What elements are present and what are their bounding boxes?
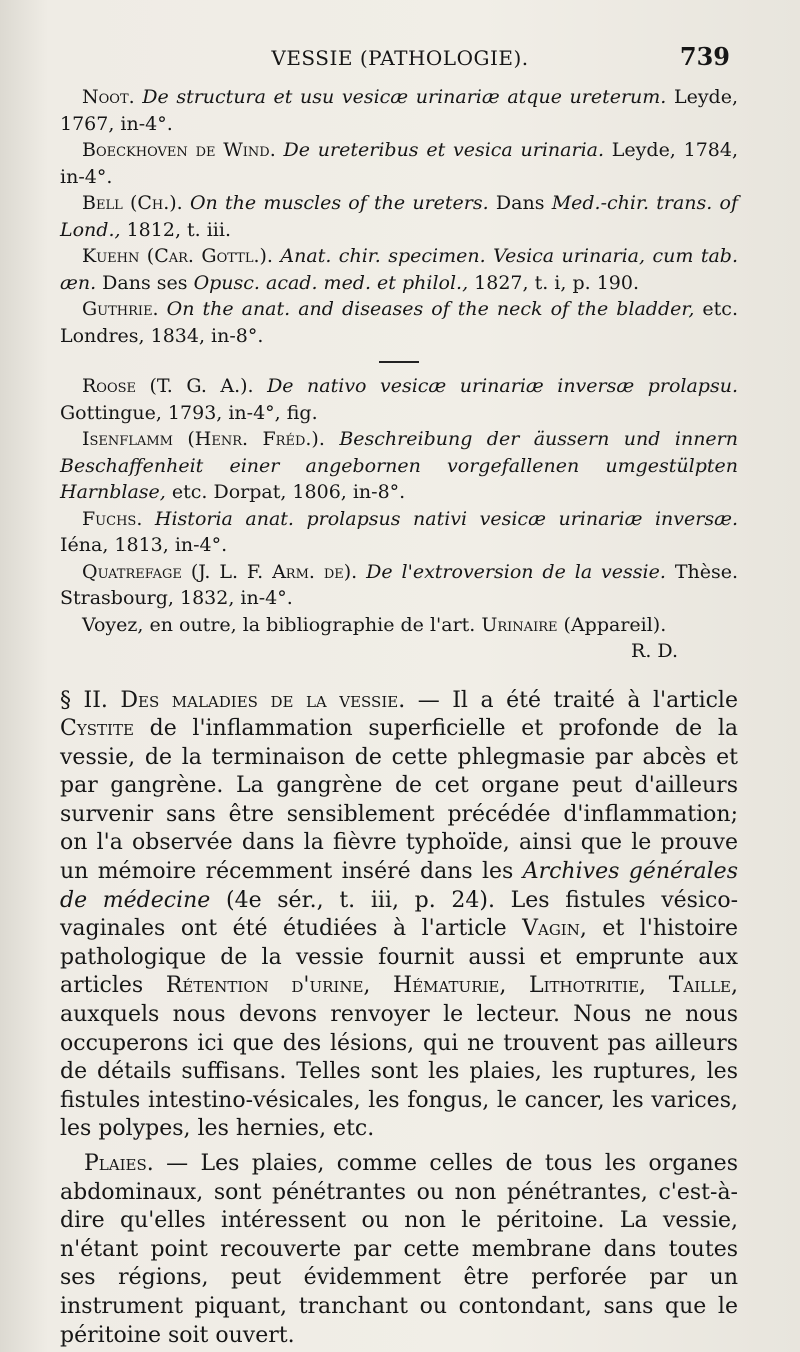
section-heading: Des maladies de la vessie.	[120, 687, 406, 713]
page-content	[60, 84, 738, 1350]
page-number: 739	[679, 42, 730, 71]
bib-entry: Isenflamm (Henr. Fréd.). Beschreibung der äussern und innern Beschaffenheit einer angebornen vorgefallenen umgestülpten Harnblase, etc. Dorpat, 1806, in-8°.	[60, 428, 738, 503]
bib-entry: Fuchs. Historia anat. prolapsus nativi vesicæ urinariæ inversæ. Iéna, 1813, in-4°.	[60, 507, 738, 556]
bib-entry: Guthrie. On the anat. and diseases of the neck of the bladder, etc. Londres, 1834, in-8°.	[60, 298, 738, 347]
bibliography	[60, 84, 738, 665]
section-rule	[379, 361, 419, 363]
bib-entry: Kuehn (Car. Gottl.). Anat. chir. specimen. Vesica urinaria, cum tab. æn. Dans ses Opusc. acad. med. et philol., 1827, t. i, p. 190.	[60, 245, 738, 294]
bib-entry: Noot. De structura et usu vesicæ urinariæ atque ureterum. Leyde, 1767, in-4°.	[60, 86, 738, 135]
running-title: VESSIE (PATHOLOGIE).	[271, 46, 529, 70]
section-paragraph: § II. Des maladies de la vessie. — Il a été traité à l'article Cystite de l'inflammation superficielle et profonde de la vessie, de la terminaison de cette phlegmasie par abcès et par gangrène. La gangrène de cet organe peut d'ailleurs survenir sans être sensiblement précédée d'inflammation; on l'a observée dans la fièvre typhoïde, ainsi que le prouve un mémoire récemment inséré dans les Archives générales de médecine (4e sér., t. iii, p. 24). Les fistules vésico-vaginales ont été étudiées à l'article Vagin, et l'histoire pathologique de la vessie fournit aussi et emprunte aux articles Rétention d'urine, Hématurie, Lithotritie, Taille, auxquels nous devons renvoyer le lecteur. Nous ne nous occuperons ici que des lésions, qui ne trouvent pas ailleurs de détails suffisans. Telles sont les plaies, les ruptures, les fistules intestino-vésicales, les fongus, le cancer, les varices, les polypes, les hernies, etc.	[60, 687, 739, 1142]
main-text	[60, 687, 738, 1351]
page-header	[0, 40, 800, 80]
author-signature: R. D.	[631, 640, 678, 662]
see-also: Voyez, en outre, la bibliographie de l'art. Urinaire (Appareil).	[82, 613, 667, 636]
bib-entry: Quatrefage (J. L. F. Arm. de). De l'extroversion de la vessie. Thèse. Strasbourg, 1832, in-4°.	[60, 560, 739, 609]
plaies-paragraph: Plaies. — Les plaies, comme celles de tous les organes abdominaux, sont pénétrantes ou non pénétrantes, c'est-à-dire qu'elles intéressent ou non le péritoine. La vessie, n'étant point recouverte par cette membrane dans toutes ses régions, peut évidemment être perforée par un instrument piquant, tranchant ou contondant, sans que le péritoine soit ouvert.	[60, 1151, 738, 1348]
bib-entry: Roose (T. G. A.). De nativo vesicæ urinariæ inversæ prolapsu. Gottingue, 1793, in-4°, fig.	[60, 375, 738, 424]
paragraph-lead: Plaies.	[84, 1151, 154, 1176]
section-number: § II.	[60, 687, 108, 713]
bib-entry: Boeckhoven de Wind. De ureteribus et vesica urinaria. Leyde, 1784, in-4°.	[60, 139, 739, 188]
bib-entry: Bell (Ch.). On the muscles of the ureters. Dans Med.-chir. trans. of Lond., 1812, t. iii.	[60, 192, 738, 241]
